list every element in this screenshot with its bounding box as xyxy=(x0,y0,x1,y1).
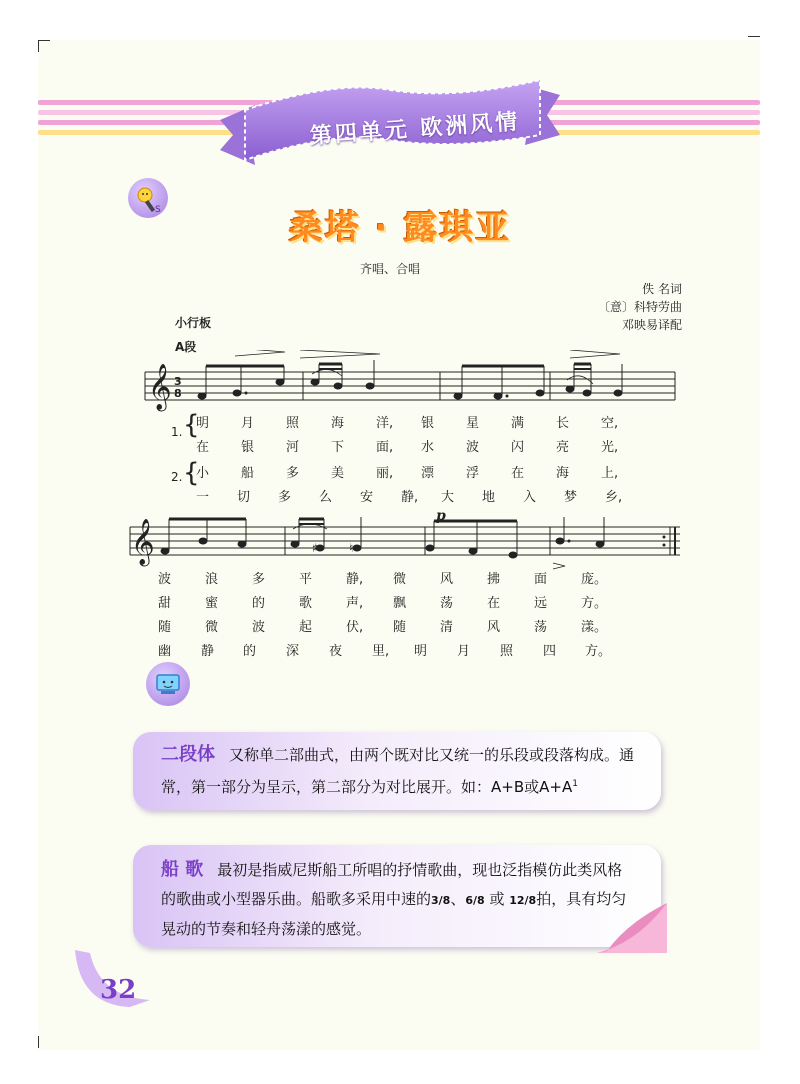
lyric-syllable: 微 xyxy=(205,620,219,635)
microphone-icon xyxy=(128,178,168,218)
header-stripe xyxy=(540,130,760,135)
lyric-syllable: 照 xyxy=(286,416,300,431)
lyric-syllable: 光, xyxy=(601,440,619,455)
lyric-syllable: 乡, xyxy=(605,490,623,505)
lyric-syllable: 大 xyxy=(441,490,455,505)
lyric-syllable: 方。 xyxy=(581,596,608,611)
dynamic-marking: p xyxy=(436,508,446,524)
lyric-syllable: 海 xyxy=(331,416,345,431)
lyric-syllable: 下 xyxy=(331,440,345,455)
unit-title: 第四单元 欧洲风情 xyxy=(309,109,522,150)
time-signature-bottom: 8 xyxy=(174,387,182,400)
lyric-syllable: 月 xyxy=(241,416,255,431)
performance-style: 齐唱、合唱 xyxy=(360,262,421,276)
lyric-syllable: 空, xyxy=(601,416,619,431)
lyric-syllable: 歌 xyxy=(299,596,313,611)
header-stripe xyxy=(540,100,760,105)
lyric-syllable: 浮 xyxy=(466,466,480,481)
definition-text xyxy=(161,855,637,944)
lyric-syllable: 波 xyxy=(252,620,266,635)
lyric-line xyxy=(196,486,646,504)
lyric-syllable: 深 xyxy=(286,644,300,659)
lyric-syllable: 风 xyxy=(440,572,454,587)
lyric-syllable: 丽, xyxy=(376,466,394,481)
page-curl-decoration xyxy=(597,903,667,953)
lyric-syllable: 一 xyxy=(196,490,210,505)
meter-12-8: 12/8 xyxy=(509,894,537,907)
lyric-syllable: 夜 xyxy=(329,644,343,659)
lyric-syllable: 随 xyxy=(393,620,407,635)
lyric-syllable: 多 xyxy=(252,572,266,587)
lyric-syllable: 蜜 xyxy=(205,596,219,611)
lyric-syllable: 面 xyxy=(534,572,548,587)
lyric-syllable: 波 xyxy=(466,440,480,455)
crop-mark xyxy=(38,40,50,41)
lyric-line xyxy=(158,568,628,586)
crop-mark xyxy=(38,1036,39,1048)
lyric-syllable: 起 xyxy=(299,620,313,635)
lyric-syllable: 上, xyxy=(601,466,619,481)
composer-credit: 〔意〕科特劳曲 xyxy=(597,300,682,314)
lyric-syllable: 月 xyxy=(457,644,471,659)
separator: 、 xyxy=(450,890,466,908)
lyric-syllable: 船 xyxy=(241,466,255,481)
staff-system-1 xyxy=(140,350,680,420)
lyric-syllable: 美 xyxy=(331,466,345,481)
svg-text:S: S xyxy=(155,205,161,215)
lyric-syllable: 甜 xyxy=(158,596,172,611)
tempo-marking: 小行板 xyxy=(175,316,212,330)
page-number: 32 xyxy=(100,975,137,1005)
lyric-syllable: 四 xyxy=(543,644,557,659)
song-title: 桑塔 · 露琪亚 xyxy=(288,208,512,248)
lyric-syllable: 幽 xyxy=(158,644,172,659)
definition-box-barcarolle xyxy=(133,845,661,947)
lyric-syllable: 河 xyxy=(286,440,300,455)
lyric-syllable: 荡 xyxy=(534,620,548,635)
treble-clef-icon: 𝄞 xyxy=(148,364,172,410)
lyric-syllable: 亮 xyxy=(556,440,570,455)
lyric-syllable: 洋, xyxy=(376,416,394,431)
staff-system-2 xyxy=(125,505,685,575)
lyric-line xyxy=(158,640,628,658)
lyric-syllable: 静 xyxy=(201,644,215,659)
computer-screen-icon xyxy=(146,662,190,706)
definition-term: 船 歌 xyxy=(161,859,204,880)
lyric-syllable: 在 xyxy=(196,440,210,455)
lyric-syllable: 星 xyxy=(466,416,480,431)
lyric-syllable: 的 xyxy=(243,644,257,659)
meter-3-8: 3/8 xyxy=(431,894,451,907)
superscript: 1 xyxy=(572,779,578,789)
definition-body-end: 拍，具有均匀晃动的节奏和轻舟荡漾的感觉。 xyxy=(161,890,627,938)
lyric-syllable: 庞。 xyxy=(581,572,608,587)
definition-box-two-part-form xyxy=(133,732,661,810)
verse-label-2: 2. xyxy=(171,470,183,484)
crop-mark xyxy=(748,36,760,37)
lyric-syllable: 方。 xyxy=(585,644,612,659)
time-signature-top: 3 xyxy=(174,375,182,388)
lyric-syllable: 浪 xyxy=(205,572,219,587)
lyric-syllable: 梦 xyxy=(564,490,578,505)
header-stripe xyxy=(540,110,760,115)
meter-6-8: 6/8 xyxy=(465,894,485,907)
lyric-syllable: 的 xyxy=(252,596,266,611)
singing-microphone-icon xyxy=(128,178,168,218)
lyric-syllable: 波 xyxy=(158,572,172,587)
lyric-line xyxy=(196,436,646,454)
definition-body: 最初是指威尼斯船工所唱的抒情歌曲，现也泛指模仿此类风格的歌曲或小型器乐曲。船歌多采用中速的 xyxy=(161,861,623,908)
lyric-syllable: 小 xyxy=(196,466,210,481)
definition-body: 又称单二部曲式，由两个既对比又统一的乐段或段落构成。通常，第一部分为呈示，第二部分为对比展开。如：A+B或A+A xyxy=(161,746,635,796)
header-stripe xyxy=(540,120,760,125)
lyric-syllable: 满 xyxy=(511,416,525,431)
lyric-syllable: 伏, xyxy=(346,620,364,635)
lyric-syllable: 么 xyxy=(319,490,333,505)
crop-mark xyxy=(38,40,39,52)
lyric-syllable: 远 xyxy=(534,596,548,611)
lyric-syllable: 海 xyxy=(556,466,570,481)
lyric-line xyxy=(196,462,646,480)
lyric-syllable: 声, xyxy=(346,596,364,611)
song-credits xyxy=(598,280,682,334)
natural-sign: ♮ xyxy=(349,541,354,555)
lyric-syllable: 银 xyxy=(421,416,435,431)
lyric-syllable: 照 xyxy=(500,644,514,659)
lyric-syllable: 在 xyxy=(487,596,501,611)
lyricist-credit: 佚 名词 xyxy=(642,282,682,296)
lyric-syllable: 多 xyxy=(286,466,300,481)
sharp-sign: ♯ xyxy=(312,541,318,555)
translator-credit: 邓映易译配 xyxy=(621,318,682,332)
lyric-syllable: 地 xyxy=(482,490,496,505)
definition-text xyxy=(161,740,637,802)
lyric-syllable: 平 xyxy=(299,572,313,587)
lyric-syllable: 静, xyxy=(401,490,419,505)
lyric-syllable: 拂 xyxy=(487,572,501,587)
lyric-syllable: 风 xyxy=(487,620,501,635)
lyric-syllable: 长 xyxy=(556,416,570,431)
lyric-line xyxy=(158,616,628,634)
lyric-syllable: 随 xyxy=(158,620,172,635)
lyric-syllable: 飘 xyxy=(393,596,407,611)
lyric-syllable: 切 xyxy=(237,490,251,505)
lyric-syllable: 多 xyxy=(278,490,292,505)
lyric-syllable: 明 xyxy=(414,644,428,659)
lyric-syllable: 水 xyxy=(421,440,435,455)
lyric-syllable: 荡 xyxy=(440,596,454,611)
lyric-syllable: 明 xyxy=(196,416,210,431)
lyric-syllable: 里, xyxy=(372,644,390,659)
separator: 或 xyxy=(484,890,510,908)
lyric-line xyxy=(196,412,646,430)
definition-term: 二段体 xyxy=(161,744,215,765)
verse-brace-2: { xyxy=(183,458,200,488)
lyric-syllable: 面, xyxy=(376,440,394,455)
verse-brace-1: { xyxy=(183,410,200,440)
treble-clef-icon: 𝄞 xyxy=(131,519,155,565)
lyric-syllable: 闪 xyxy=(511,440,525,455)
lyric-syllable: 安 xyxy=(360,490,374,505)
lyric-syllable: 静, xyxy=(346,572,364,587)
lyric-line xyxy=(158,592,628,610)
lyric-syllable: 漂 xyxy=(421,466,435,481)
lyric-syllable: 银 xyxy=(241,440,255,455)
section-label: A段 xyxy=(175,340,197,354)
verse-label-1: 1. xyxy=(171,425,183,439)
lyric-syllable: 漾。 xyxy=(581,620,608,635)
monitor-icon xyxy=(146,662,190,706)
lyric-syllable: 微 xyxy=(393,572,407,587)
lyric-syllable: 入 xyxy=(523,490,537,505)
lyric-syllable: 清 xyxy=(440,620,454,635)
lyric-syllable: 在 xyxy=(511,466,525,481)
